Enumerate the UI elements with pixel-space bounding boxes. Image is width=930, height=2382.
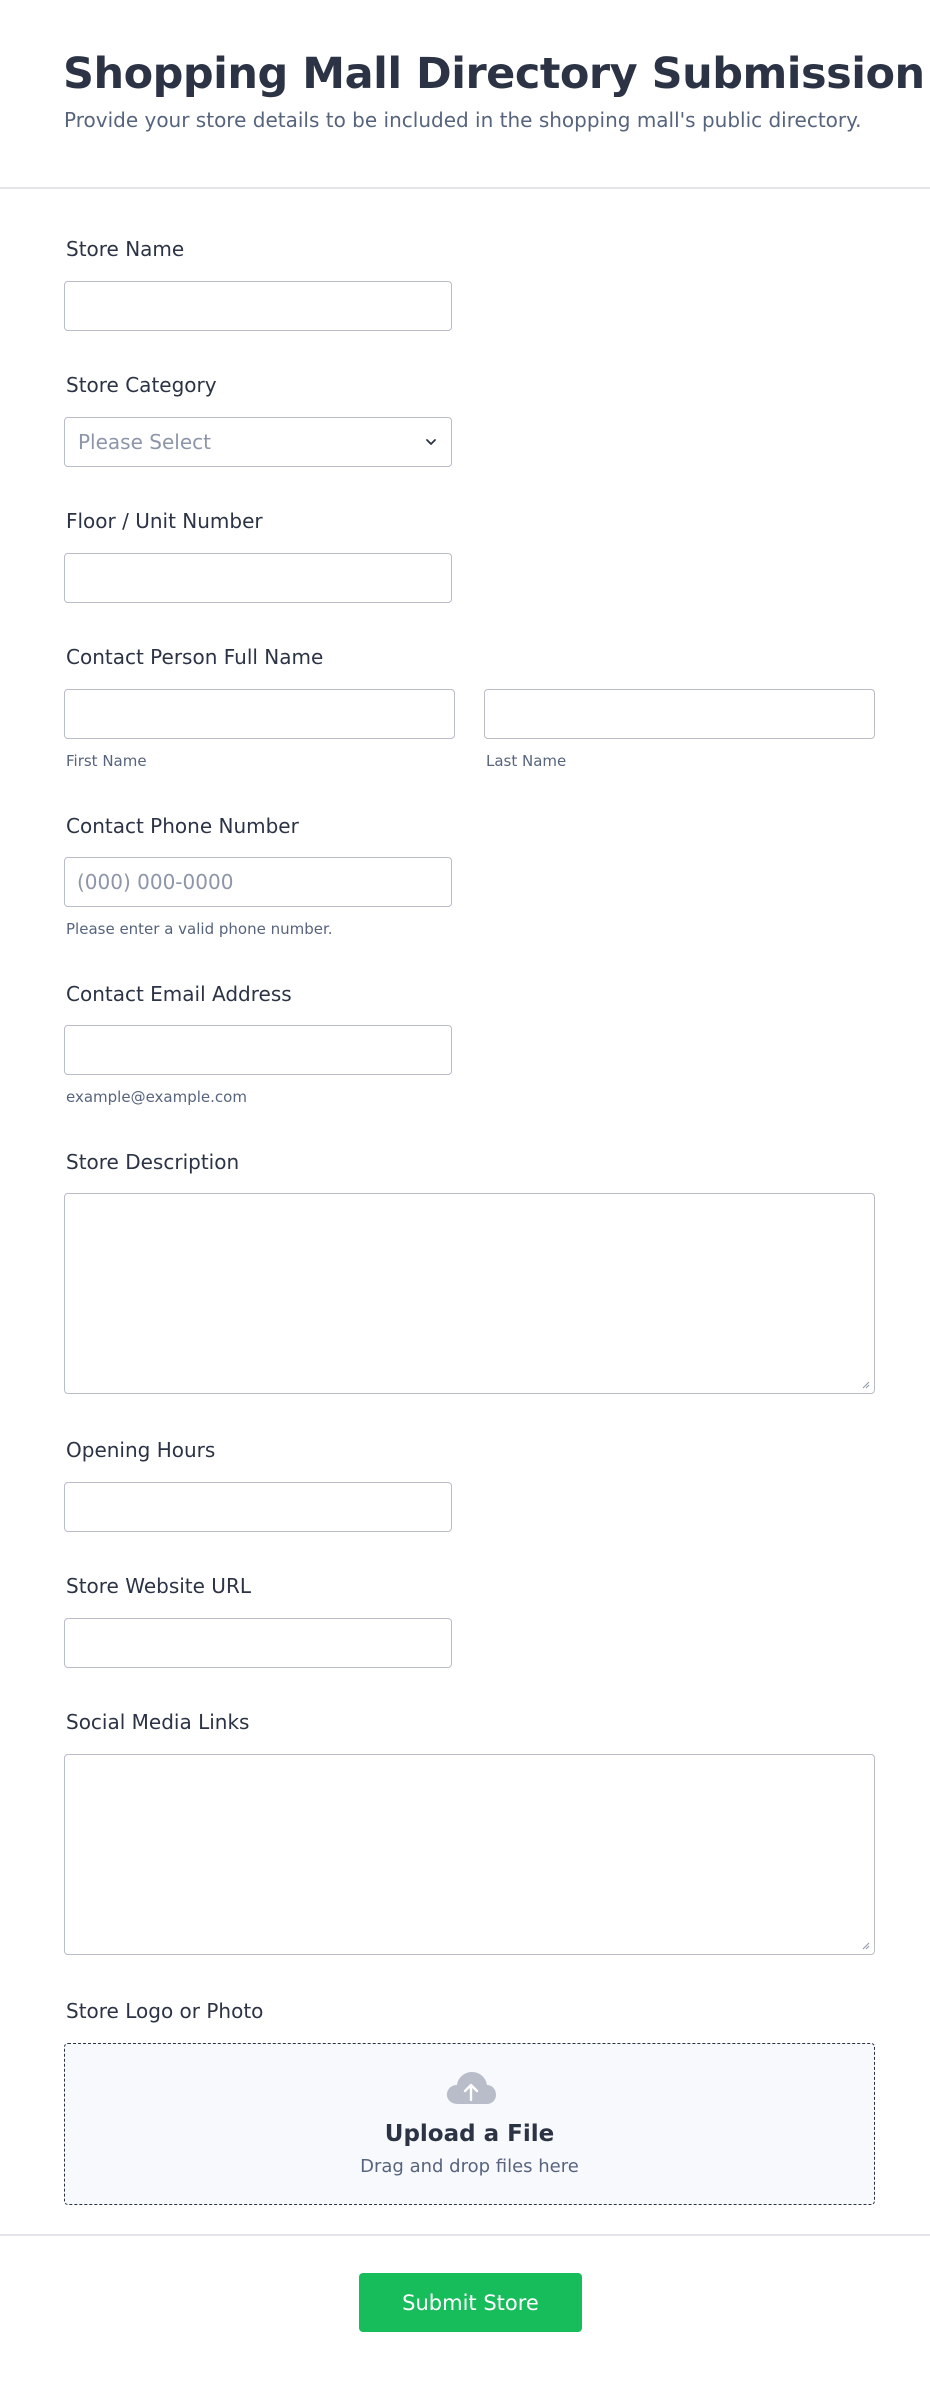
floor-unit-label: Floor / Unit Number [66,509,263,533]
description-textarea[interactable] [64,1193,875,1394]
phone-label: Contact Phone Number [66,814,299,838]
floor-unit-input[interactable] [64,553,452,603]
website-input[interactable] [64,1618,452,1668]
upload-subtitle: Drag and drop files here [360,2156,579,2177]
footer-divider [0,2234,930,2236]
store-category-select[interactable] [64,417,452,467]
first-name-input[interactable] [64,689,455,739]
last-name-sublabel: Last Name [486,752,567,770]
submit-button[interactable]: Submit Store [359,2273,582,2332]
logo-label: Store Logo or Photo [66,1999,264,2023]
file-upload-dropzone[interactable] [64,2043,875,2205]
resize-grip-icon[interactable] [860,1940,870,1950]
upload-title: Upload a File [384,2121,555,2147]
cloud-upload-icon [445,2068,497,2108]
first-name-sublabel: First Name [66,752,147,770]
page-subtitle: Provide your store details to be included in the shopping mall's public directory. [64,108,862,132]
email-hint: example@example.com [66,1088,247,1106]
phone-input[interactable] [64,857,452,907]
contact-name-label: Contact Person Full Name [66,645,324,669]
website-label: Store Website URL [66,1574,251,1598]
email-input[interactable] [64,1025,452,1075]
phone-hint: Please enter a valid phone number. [66,920,333,938]
resize-grip-icon[interactable] [860,1379,870,1389]
form-header [0,0,930,189]
social-links-label: Social Media Links [66,1710,250,1734]
page-title: Shopping Mall Directory Submission [63,49,925,99]
opening-hours-input[interactable] [64,1482,452,1532]
store-category-label: Store Category [66,373,217,397]
store-category-selected: Please Select [78,430,211,454]
chevron-down-icon [423,434,439,450]
social-links-textarea[interactable] [64,1754,875,1955]
description-label: Store Description [66,1150,240,1174]
store-name-input[interactable] [64,281,452,331]
opening-hours-label: Opening Hours [66,1438,216,1462]
store-name-label: Store Name [66,237,185,261]
email-label: Contact Email Address [66,982,292,1006]
last-name-input[interactable] [484,689,875,739]
